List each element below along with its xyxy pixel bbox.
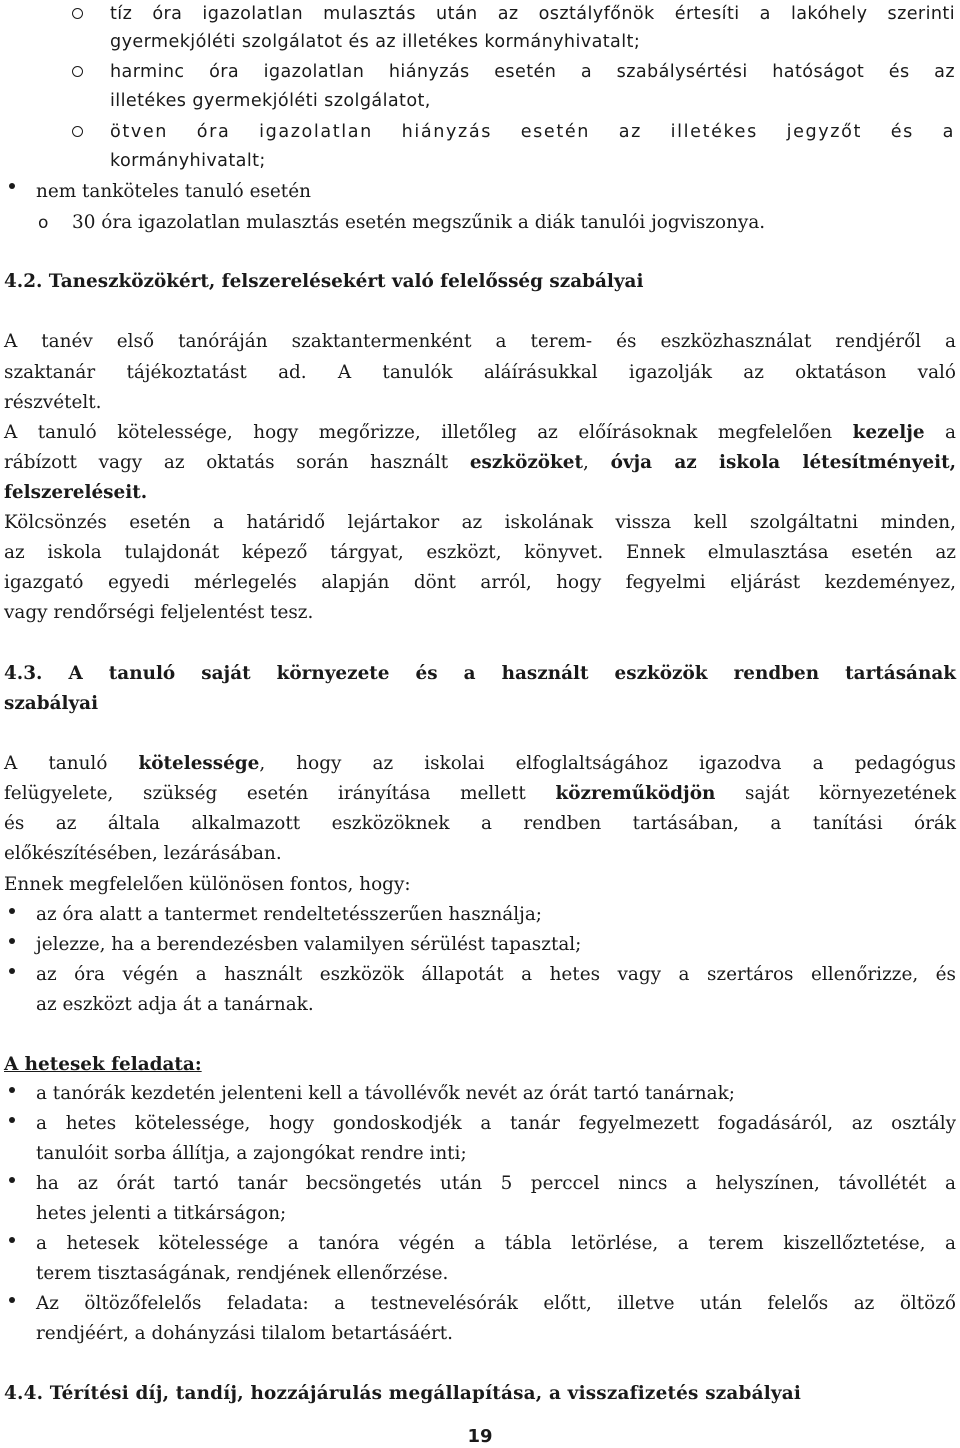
text-run: A tanuló kötelessége, hogy megőrizze, illetőleg az előírásoknak megfelelően <box>4 422 853 443</box>
bullet-dot <box>9 1087 15 1093</box>
list-item: az óra alatt a tantermet rendeltetésszerűen használja; <box>36 904 542 925</box>
list-item: a tanórák kezdetén jelenteni kell a távollévők nevét az órát tartó tanárnak; <box>36 1083 735 1104</box>
bullet-dot <box>9 938 15 944</box>
bullet-dot <box>9 1237 15 1243</box>
list-item-cont: az eszközt adja át a tanárnak. <box>36 994 314 1015</box>
paragraph-line <box>4 421 956 445</box>
bullet-dot <box>9 1177 15 1183</box>
list-item: a hetes kötelessége, hogy gondoskodjék a tanár fegyelmezett fogadásáról, az osztály <box>36 1113 956 1134</box>
bold-run: kötelessége <box>138 753 260 774</box>
list-item-cont: illetékes gyermekjóléti szolgálatot, <box>110 91 431 111</box>
text-run: A tanuló <box>4 753 139 774</box>
list-item: Az öltözőfelelős feladata: a testnevelésórák előtt, illetve után felelős az öltöző <box>36 1293 956 1314</box>
list-item: a hetesek kötelessége a tanóra végén a tábla letörlése, a terem kiszellőztetése, a <box>36 1233 956 1254</box>
list-item: ötven óra igazolatlan hiányzás esetén az illetékes jegyzőt és a <box>110 122 955 142</box>
sub-bullet-marker: o <box>38 213 49 233</box>
sub-bullet-text: 30 óra igazolatlan mulasztás esetén megszűnik a diák tanulói jogviszonya. <box>72 212 766 233</box>
paragraph-line: Kölcsönzés esetén a határidő lejártakor az iskolának vissza kell szolgáltatni minden, <box>4 512 956 533</box>
bullet-dot <box>9 908 15 914</box>
list-intro: Ennek megfelelően különösen fontos, hogy: <box>4 874 411 895</box>
ring-bullet <box>72 126 83 137</box>
list-item: harminc óra igazolatlan hiányzás esetén a szabálysértési hatóságot és az <box>110 62 955 82</box>
paragraph-line <box>4 752 956 776</box>
bold-run: közreműködjön <box>555 783 716 804</box>
text-run: a <box>924 422 957 443</box>
paragraph-line: az iskola tulajdonát képező tárgyat, eszközt, könyvet. Ennek elmulasztása esetén az <box>4 542 956 563</box>
section-heading-4-3-cont: szabályai <box>4 693 99 714</box>
list-item: jelezze, ha a berendezésben valamilyen sérülést tapasztal; <box>36 934 582 955</box>
list-item-cont: hetes jelenti a titkárságon; <box>36 1203 287 1224</box>
bold-run: óvja az iskola létesítményeit, <box>610 452 956 473</box>
bullet-dot <box>9 183 15 189</box>
paragraph-line <box>4 451 956 475</box>
bullet-dot <box>9 1117 15 1123</box>
text-run: , <box>583 452 611 473</box>
paragraph-line: előkészítésében, lezárásában. <box>4 843 282 864</box>
text-run: saját környezetének <box>715 783 956 804</box>
text-run: rábízott vagy az oktatás során használt <box>4 452 470 473</box>
text-run: , hogy az iskolai elfoglaltságához igazodva a pedagógus <box>259 753 956 774</box>
section-heading-4-3: 4.3. A tanuló saját környezete és a használt eszközök rendben tartásának <box>4 663 956 684</box>
page-number: 19 <box>467 1426 493 1447</box>
section-heading-4-4: 4.4. Térítési díj, tandíj, hozzájárulás megállapítása, a visszafizetés szabályai <box>4 1383 802 1404</box>
bullet-dot <box>9 1297 15 1303</box>
section-heading-4-2: 4.2. Taneszközökért, felszerelésekért való felelősség szabályai <box>4 271 644 292</box>
list-item: tíz óra igazolatlan mulasztás után az osztályfőnök értesíti a lakóhely szerinti <box>110 4 955 24</box>
list-item-cont: gyermekjóléti szolgálatot és az illetékes kormányhivatalt; <box>110 32 641 52</box>
list-item: az óra végén a használt eszközök állapotát a hetes vagy a szertáros ellenőrizze, és <box>36 964 956 985</box>
paragraph-line: A tanév első tanóráján szaktantermenként a terem- és eszközhasználat rendjéről a <box>4 331 956 352</box>
list-item-cont: terem tisztaságának, rendjének ellenőrzése. <box>36 1263 449 1284</box>
list-item-cont: kormányhivatalt; <box>110 151 266 171</box>
paragraph-line: és az általa alkalmazott eszközöknek a rendben tartásában, a tanítási órák <box>4 813 956 834</box>
paragraph-line: vagy rendőrségi feljelentést tesz. <box>4 602 314 623</box>
bullet-text: nem tanköteles tanuló esetén <box>36 181 311 202</box>
paragraph-line: felszereléseit. <box>4 482 148 503</box>
text-run: felügyelete, szükség esetén irányítása mellett <box>4 783 556 804</box>
paragraph-line: szaktanár tájékoztatást ad. A tanulók aláírásukkal igazolják az oktatáson való <box>4 362 956 383</box>
ring-bullet <box>72 8 83 19</box>
section-heading-hetesek: A hetesek feladata: <box>4 1054 202 1075</box>
paragraph-line <box>4 782 956 806</box>
ring-bullet <box>72 66 83 77</box>
paragraph-line: részvételt. <box>4 392 102 413</box>
list-item-cont: rendjéért, a dohányzási tilalom betartásáért. <box>36 1323 453 1344</box>
bold-run: eszközöket <box>469 452 583 473</box>
bullet-dot <box>9 968 15 974</box>
bold-run: kezelje <box>852 422 925 443</box>
list-item-cont: tanulóit sorba állítja, a zajongókat rendre inti; <box>36 1143 467 1164</box>
list-item: ha az órát tartó tanár becsöngetés után 5 perccel nincs a helyszínen, távollétét a <box>36 1173 956 1194</box>
paragraph-line: igazgató egyedi mérlegelés alapján dönt arról, hogy fegyelmi eljárást kezdeményez, <box>4 572 956 593</box>
